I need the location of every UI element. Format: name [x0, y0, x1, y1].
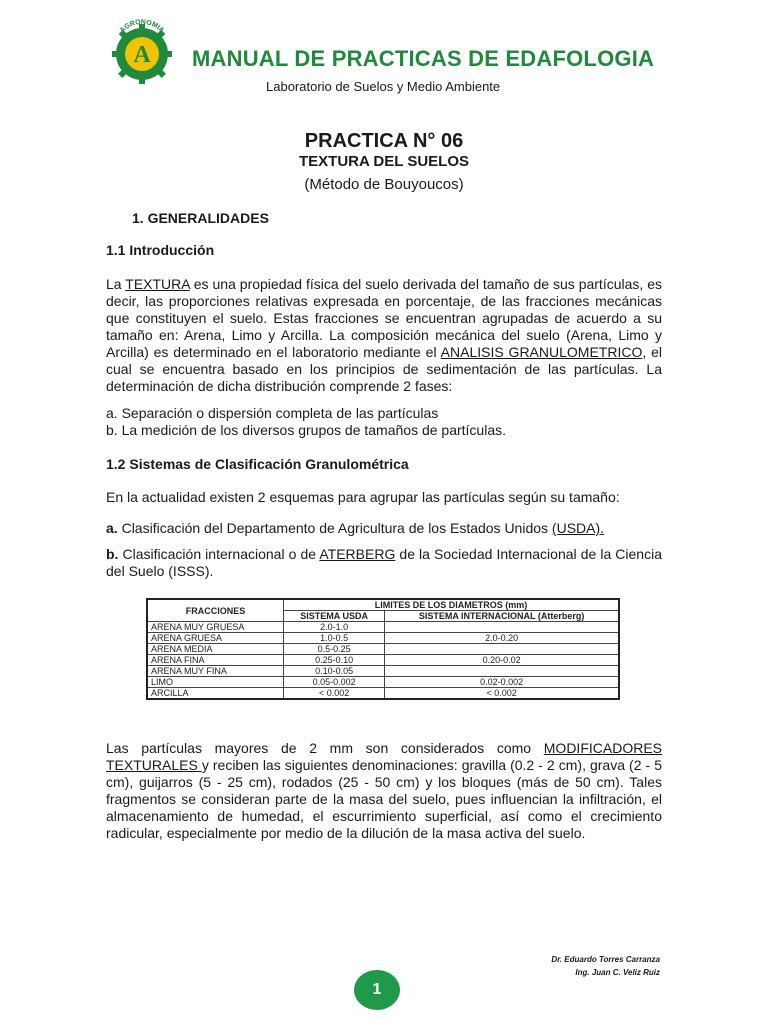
section-heading-generalidades: 1. GENERALIDADES: [132, 210, 269, 226]
table-row: ARCILLA < 0.002 < 0.002: [147, 688, 619, 700]
list-item: b. La medición de los diversos grupos de tamaños de partículas.: [106, 422, 507, 438]
header-limites: LIMITES DE LOS DIAMETROS (mm): [284, 599, 619, 611]
practice-method: (Método de Bouyoucos): [304, 176, 464, 193]
table-row: LIMO 0.05-0.002 0.02-0.002: [147, 677, 619, 688]
list-item: a. Separación o dispersión completa de las partículas: [106, 405, 439, 421]
scheme-usda: a. Clasificación del Departamento de Agricultura de los Estados Unidos (USDA).: [106, 520, 605, 536]
header-fracciones: FRACCIONES: [147, 599, 284, 622]
manual-title: MANUAL DE PRACTICAS DE EDAFOLOGIA: [192, 46, 655, 71]
header-usda: SISTEMA USDA: [284, 611, 385, 622]
table-row: ARENA MUY GRUESA 2.0-1.0: [147, 622, 619, 633]
term-aterberg: ATERBERG: [319, 546, 396, 562]
modifiers-paragraph: Las partículas mayores de 2 mm son considerados como MODIFICADORES TEXTURALES y reciben las siguientes denominaciones: gravilla (0.2 - 2 cm), grava (2 - 5 cm), guijarros (5 - 25 cm), rodados (25 - 50 cm) y los bloques (más de 50 cm). Tales fragmentos se consideran parte de la masa del suelo, pues influencian la infiltración, el almacenamiento de humedad, el escurrimiento superficial, así como el crecimiento radicular, especialmente por medio de la dilución de la masa activa del suelo.: [106, 740, 662, 841]
table-row: ARENA GRUESA 1.0-0.5 2.0-0.20: [147, 633, 619, 644]
particle-size-table: [146, 598, 620, 700]
term-analisis-granulometrico: ANALISIS GRANULOMETRICO: [440, 344, 643, 360]
author-name: Ing. Juan C. Veliz Ruiz: [575, 968, 660, 977]
table-row: ARENA FINA 0.25-0.10 0.20-0.02: [147, 655, 619, 666]
intro-paragraph: La TEXTURA es una propiedad física del suelo derivada del tamaño de sus partículas, es decir, las proporciones relativas expresada en porcentaje, de las fracciones mecánicas que constituyen el suelo. Estas fracciones se encuentran agrupadas de acuerdo a su tamaño en: Arena, Limo y Arcilla. La composición mecánica del suelo (Arena, Limo y Arcilla) es determinado en el laboratorio mediante el ANALISIS GRANULOMETRICO, el cual se encuentra basado en los principios de sedimentación de las partículas. La determinación de dicha distribución comprende 2 fases:: [106, 276, 663, 394]
table-row: ARENA MUY FINA 0.10-0.05: [147, 666, 619, 677]
term-textura: TEXTURA: [125, 276, 190, 292]
term-modificadores-texturales: MODIFICADORES TEXTURALES: [106, 740, 662, 773]
scheme-isss: b. Clasificación internacional o de ATERBERG de la Sociedad Internacional de la Ciencia del Suelo (ISSS).: [106, 546, 662, 579]
header-internacional: SISTEMA INTERNACIONAL (Atterberg): [385, 611, 619, 622]
logo-text: AGRONOMIA: [118, 18, 166, 35]
table-row: ARENA MEDIA 0.5-0.25: [147, 644, 619, 655]
practice-name: TEXTURA DEL SUELOS: [298, 153, 470, 170]
term-usda: (USDA).: [551, 520, 605, 536]
schemes-intro: En la actualidad existen 2 esquemas para agrupar las partículas según su tamaño:: [106, 489, 620, 505]
section-heading-introduccion: 1.1 Introducción: [106, 242, 215, 258]
practice-number: PRACTICA N° 06: [304, 130, 464, 152]
lab-subtitle: Laboratorio de Suelos y Medio Ambiente: [266, 79, 501, 94]
logo-letter: A: [133, 42, 151, 68]
section-heading-sistemas: 1.2 Sistemas de Clasificación Granulométrica: [106, 456, 409, 472]
author-name: Dr. Eduardo Torres Carranza: [551, 955, 660, 964]
agronomia-logo: [106, 14, 178, 86]
page-number-badge: 1: [354, 970, 400, 1010]
